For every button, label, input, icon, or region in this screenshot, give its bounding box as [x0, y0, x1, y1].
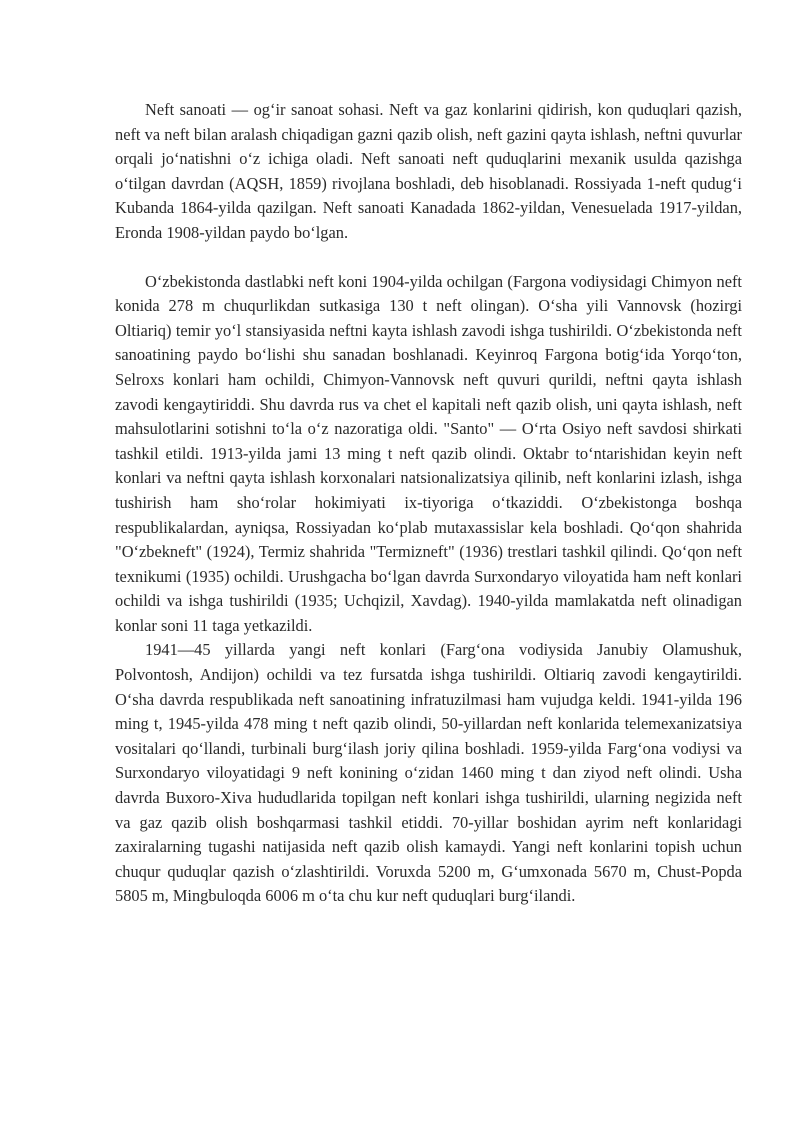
- paragraph-1941-45-period: 1941—45 yillarda yangi neft konlari (Farg‘ona vodiysida Janubiy Olamushuk, Polvontosh, Andijon) ochildi va tez fursatda ishga tushirildi. Oltiariq zavodi kengaytirildi. O‘sha davrda respublikada neft sanoatining infratuzilmasi ham vujudga keldi. 1941-yilda 196 ming t, 1945-yilda 478 ming t neft qazib olindi, 50-yillardan neft konlarida telemexanizatsiya vositalari qo‘llandi, turbinali burg‘ilash joriy qilina boshladi. 1959-yilda Farg‘ona vodiysi va Surxondaryo viloyatidagi 9 neft konining o‘zidan 1460 ming t dan ziyod neft olindi. Usha davrda Buxoro-Xiva hududlarida topilgan neft konlari ishga tushirildi, ularning negizida neft va gaz qazib olish boshqarmasi tashkil etiddi. 70-yillar boshidan ayrim neft konlaridagi zaxiralarning tugashi natijasida neft qazib olish kamaydi. Yangi neft konlarini topish uchun chuqur quduqlar qazish o‘zlashtirildi. Voruxda 5200 m, G‘umxonada 5670 m, Chust-Popda 5805 m, Mingbuloqda 6006 m o‘ta chu kur neft quduqlari burg‘ilandi.: [115, 640, 742, 906]
- document-page: [115, 98, 742, 909]
- paragraph-neft-sanoati-intro: Neft sanoati — og‘ir sanoat sohasi. Neft va gaz konlarini qidirish, kon quduqlari qazish, neft va neft bilan aralash chiqadigan gazni qazib olish, neft gazini qayta ishlash, neftni quvurlar orqali jo‘natishni o‘z ichiga oladi. Neft sanoati neft quduqlarini mexanik usulda qazishga o‘tilgan davrdan (AQSH, 1859) rivojlana boshladi, deb hisoblanadi. Rossiyada 1-neft qudug‘i Kubanda 1864-yilda qazilgan. Neft sanoati Kanadada 1862-yildan, Venesuelada 1917-yildan, Eronda 1908-yildan paydo bo‘lgan.: [115, 100, 742, 242]
- paragraph-uzbekistan-history: O‘zbekistonda dastlabki neft koni 1904-yilda ochilgan (Fargona vodiysidagi Chimyon neft konida 278 m chuqurlikdan sutkasiga 130 t neft olingan). O‘sha yili Vannovsk (hozirgi Oltiariq) temir yo‘l stansiyasida neftni kayta ishlash zavodi ishga tushirildi. O‘zbekistonda neft sanoatining paydo bo‘lishi shu sanadan boshlanadi. Keyinroq Fargona botig‘ida Yorqo‘ton, Selroxs konlari ham ochildi, Chimyon-Vannovsk neft quvuri qurildi, neftni qayta ishlash zavodi kengaytiriddi. Shu davrda rus va chet el kapitali neft qazib olish, uni qayta ishlash, neft mahsulotlarini sotishni to‘la o‘z nazoratiga oldi. "Santo" — O‘rta Osiyo neft savdosi shirkati tashkil etildi. 1913-yilda jami 13 ming t neft qazib olindi. Oktabr to‘ntarishidan keyin neft konlari va neftni qayta ishlash korxonalari natsionalizatsiya qilinib, neft konlarini izlash, ishga tushirish ham sho‘rolar hokimiyati ix-tiyoriga o‘tkaziddi. O‘zbekistonga boshqa respublikalardan, ayniqsa, Rossiyadan ko‘plab mutaxassislar kela boshladi. Qo‘qon shahrida "O‘zbekneft" (1924), Termiz shahrida "Termizneft" (1936) trestlari tashkil qilindi. Qo‘qon neft texnikumi (1935) ochildi. Urushgacha bo‘lgan davrda Surxondaryo viloyatida ham neft konlari ochildi va ishga tushirildi (1935; Uchqizil, Xavdag). 1940-yilda mamlakatda neft olinadigan konlar soni 11 taga yetkazildi.: [115, 271, 742, 635]
